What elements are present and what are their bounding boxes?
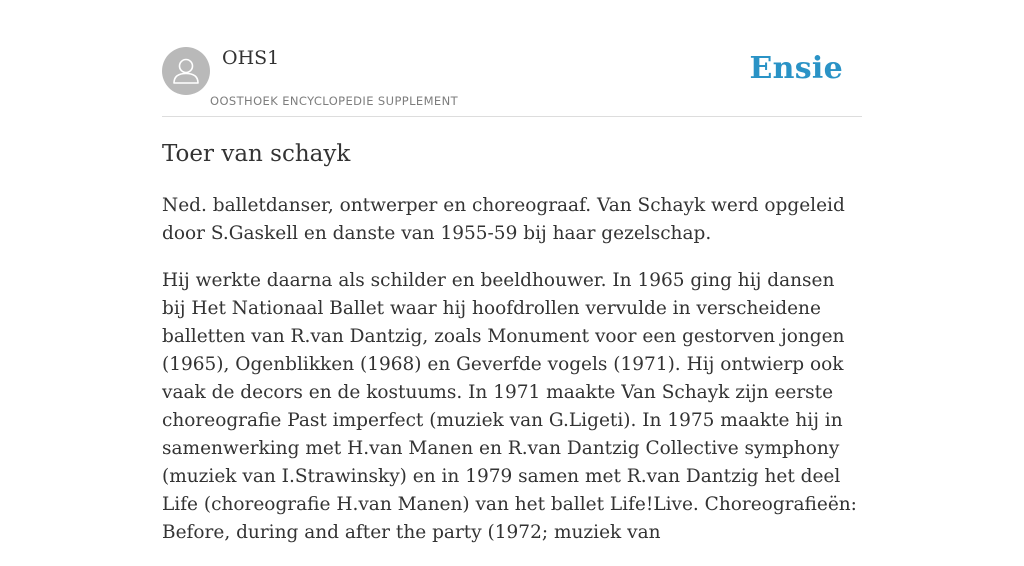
article-paragraph: Ned. balletdanser, ontwerper en choreograaf. Van Schayk werd opgeleid door S.Gaskell en danste van 1955-59 bij haar gezelschap. [162,195,845,244]
article-title: Toer van schayk [162,141,351,167]
page [162,0,862,543]
ensie-logo[interactable]: Ensie [749,51,843,86]
article-paragraph: Hij werkte daarna als schilder en beeldhouwer. In 1965 ging hij dansen bij Het Nationaal Ballet waar hij hoofdrollen vervulde in verscheidene balletten van R.van Dantzig, zoals Monument voor een gestorven jongen (1965), Ogenblikken (1968) en Geverfde vogels (1971). Hij ontwierp ook vaak de decors en de kostuums. In 1971 maakte Van Schayk zijn eerste choreografie Past imperfect (muziek van G.Ligeti). In 1975 maakte hij in samenwerking met H.van Manen en R.van Dantzig Collective symphony (muziek van I.Strawinsky) en in 1979 samen met R.van Dantzig het deel Life (choreografie H.van Manen) van het ballet Life!Live. Choreografieën: Before, during and after the party (1972; muziek van [162,270,857,543]
article-header [162,0,862,117]
author-avatar[interactable] [162,47,210,95]
author-name[interactable]: OHS1 [222,47,280,69]
source-label[interactable]: OOSTHOEK ENCYCLOPEDIE SUPPLEMENT [210,94,459,108]
user-icon [162,47,210,95]
article-body [162,192,862,566]
